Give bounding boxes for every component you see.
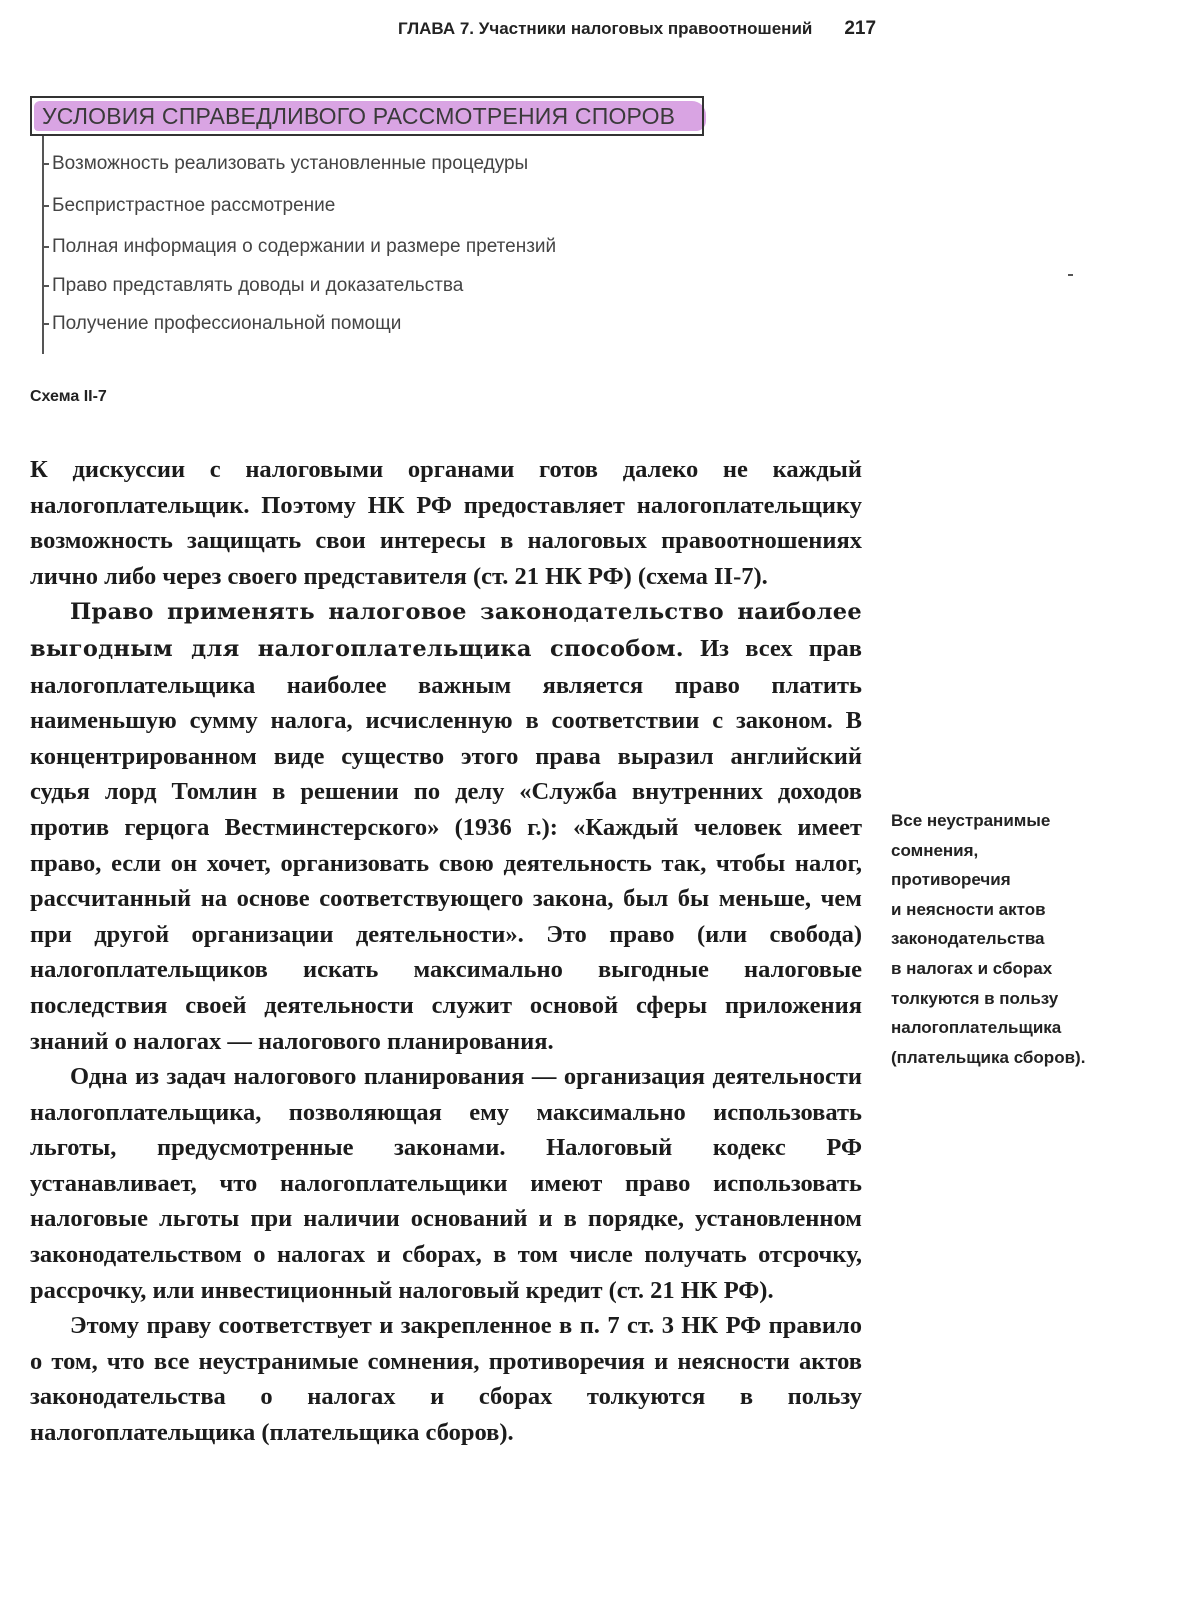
scheme-item-label: Получение профессиональной помощи: [52, 313, 402, 334]
margin-note-line: налогоплательщика: [891, 1018, 1062, 1038]
scheme-item: [42, 313, 401, 335]
paragraph-1: К дискуссии с налоговыми органами готов далеко не каждый налогоплательщик. Поэтому НК РФ предоставляет налогоплательщику возможность защищать свои интересы в налоговых правоотношениях лично либо через своего представителя (ст. 21 НК РФ) (схема II-7).: [30, 456, 862, 590]
page-number: 217: [844, 18, 877, 39]
scheme-item: [42, 275, 463, 297]
scheme-title: УСЛОВИЯ СПРАВЕДЛИВОГО РАССМОТРЕНИЯ СПОРОВ: [42, 103, 676, 129]
scheme-item: [42, 153, 528, 175]
margin-note-line: сомнения,: [891, 840, 979, 860]
paragraph-3: Одна из задач налогового планирования — организация деятельности налогоплательщика, позволяющая ему максимально использовать льготы, предусмотренные законами. Налоговый кодекс РФ устанавливает, что налогоплательщики имеют право использовать налоговые льготы при наличии оснований и в порядке, установленном законодательством о налогах и сборах, в том числе получать отсрочку, рассрочку, или инвестиционный налоговый кредит (ст. 21 НК РФ).: [30, 1063, 862, 1304]
branch-tick: [42, 205, 49, 207]
scheme-diagram: [30, 96, 720, 358]
running-header: [398, 18, 938, 40]
branch-tick: [42, 285, 49, 287]
scheme-item: [42, 236, 556, 258]
scheme-caption: Схема II-7: [30, 388, 107, 405]
margin-note: [891, 806, 1141, 1072]
scheme-item-label: Право представлять доводы и доказательства: [52, 275, 464, 296]
paragraph-4: Этому праву соответствует и закрепленное в п. 7 ст. 3 НК РФ правило о том, что все неустранимые сомнения, противоречия и неясности актов законодательства о налогах и сборах толкуются в пользу налогоплательщика (плательщика сборов).: [30, 1312, 862, 1447]
branch-tick: [42, 163, 49, 165]
paragraph-2: [30, 594, 862, 1059]
paragraph-2-lead: Право применять налоговое законодательство наиболее выгодным для налогоплательщика способом.: [30, 599, 862, 662]
paragraph-2-text: Из всех прав налогоплательщика наиболее важным является право платить наименьшую сумму налога, исчисленную в соответствии с законом. В концентрированном виде существо этого права выразил английский судья лорд Томлин в решении по делу «Служба внутренних доходов против герцога Вестминстерского» (1936 г.): «Каждый человек имеет право, если он хочет, организовать свою деятельность так, чтобы налог, рассчитанный на основе соответствующего закона, был бы меньше, чем при другой организации деятельности». Это право (или свобода) налогоплательщиков искать максимально выгодные налоговые последствия своей деятельности служит основой сферы приложения знаний о налогах — налогового планирования.: [30, 634, 862, 1055]
margin-note-line: Все неустранимые: [891, 811, 1051, 830]
branch-tick: [42, 246, 49, 248]
margin-note-line: противоречия: [891, 870, 1011, 890]
branch-tick: [42, 323, 49, 325]
scheme-item-label: Возможность реализовать установленные процедуры: [52, 153, 529, 174]
scheme-item: [42, 195, 335, 217]
margin-note-line: и неясности актов: [891, 899, 1046, 919]
scheme-item-label: Беспристрастное рассмотрение: [52, 195, 336, 216]
margin-note-line: законодательства: [891, 929, 1045, 949]
chapter-title: ГЛАВА 7. Участники налоговых правоотношений: [398, 19, 813, 38]
margin-note-line: толкуются в пользу: [891, 988, 1059, 1008]
margin-note-line: (плательщика сборов).: [891, 1047, 1086, 1067]
margin-note-line: в налогах и сборах: [891, 958, 1053, 978]
main-text: [30, 452, 862, 1451]
scheme-item-label: Полная информация о содержании и размере претензий: [52, 236, 557, 257]
scan-speck: [1068, 274, 1073, 276]
